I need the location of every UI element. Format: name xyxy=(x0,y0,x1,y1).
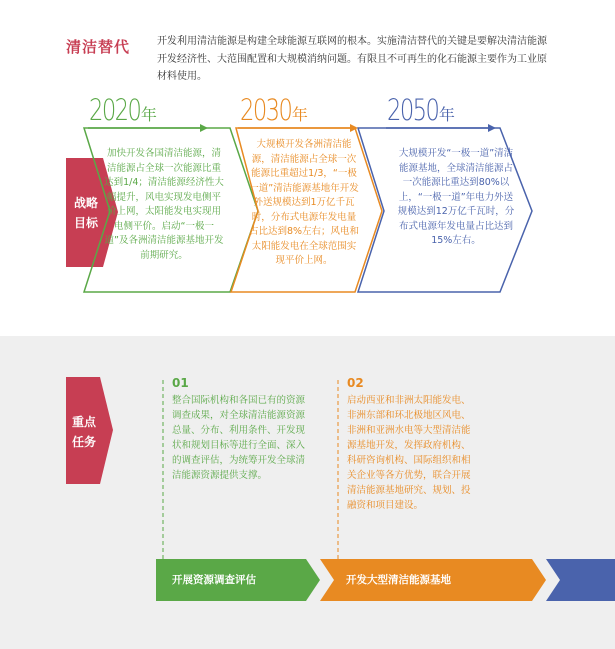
strategic-goals-label-line1: 战略 xyxy=(73,196,98,210)
key-tasks-label xyxy=(66,412,102,452)
strategic-goals-label-line2: 目标 xyxy=(73,216,98,230)
key-tasks-label-line2: 任务 xyxy=(71,435,96,449)
task-01-text: 整合国际机构和各国已有的资源调查成果，对全球清洁能源资源总量、分布、利用条件、开发现状和规划目标等进行全面、深入的调查评估，为统筹开发全球清洁能源资源提供支撑。 xyxy=(172,395,306,481)
task-02-number: 02 xyxy=(347,376,364,390)
task-01-banner: 开展资源调查评估 xyxy=(172,574,256,586)
year-2020-unit: 年 xyxy=(140,105,157,124)
year-2050-unit: 年 xyxy=(438,105,455,124)
year-2020-number: 2020 xyxy=(89,93,141,127)
page-title: 清洁替代 xyxy=(66,38,131,56)
task-02-text: 启动西亚和非洲太阳能发电、非洲东部和环北极地区风电、非洲和亚洲水电等大型清洁能源基地开发，发挥政府机构、科研咨询机构、国际组织和相关企业等各方优势，联合开展清洁能源基地研究、规划、投融资和项目建设。 xyxy=(347,395,471,511)
year-2050-number: 2050 xyxy=(387,93,439,127)
task-03-banner-shape xyxy=(546,559,615,601)
intro-paragraph: 开发利用清洁能源是构建全球能源互联网的根本。实施清洁替代的关键是要解决清洁能源开发经济性、大范围配置和大规模消纳问题。有限且不可再生的化石能源主要作为工业原材料使用。 xyxy=(157,36,547,82)
task-02-banner: 开发大型清洁能源基地 xyxy=(346,574,451,586)
goal-2030-text: 大规模开发各洲清洁能源，清洁能源占全球一次能源比重超过1/3，“一极一道”清洁能源基地年开发外送规模达到1万亿千瓦时，分布式电源年发电量占比达到8%左右；风电和太阳能发电在全球范围实现平价上网。 xyxy=(248,139,360,266)
strategic-goals-label xyxy=(66,193,106,233)
year-2020-heading xyxy=(89,93,157,127)
task-01-number: 01 xyxy=(172,376,189,390)
year-2030-number: 2030 xyxy=(240,93,292,127)
year-2050-arrowhead xyxy=(488,124,496,132)
year-2050-heading xyxy=(387,93,455,127)
year-2030-unit: 年 xyxy=(291,105,308,124)
key-tasks-label-line1: 重点 xyxy=(71,415,96,429)
year-2030-arrowhead xyxy=(350,124,358,132)
year-2030-heading xyxy=(240,93,308,127)
goal-2020-text: 加快开发各国清洁能源，清洁能源占全球一次能源比重达到1/4；清洁能源经济性大幅提升，风电实现发电侧平价上网，太阳能发电实现用电侧平价。启动“一极一道”及各洲清洁能源基地开发前期研究。 xyxy=(104,148,224,261)
goal-2050-text: 大规模开发“一极一道”清洁能源基地，全球清洁能源占一次能源比重达到80%以上，“一极一道”年电力外送规模达到12万亿千瓦时，分布式电源年发电量占比达到15%左右。 xyxy=(397,148,515,246)
year-2020-arrowhead xyxy=(200,124,208,132)
